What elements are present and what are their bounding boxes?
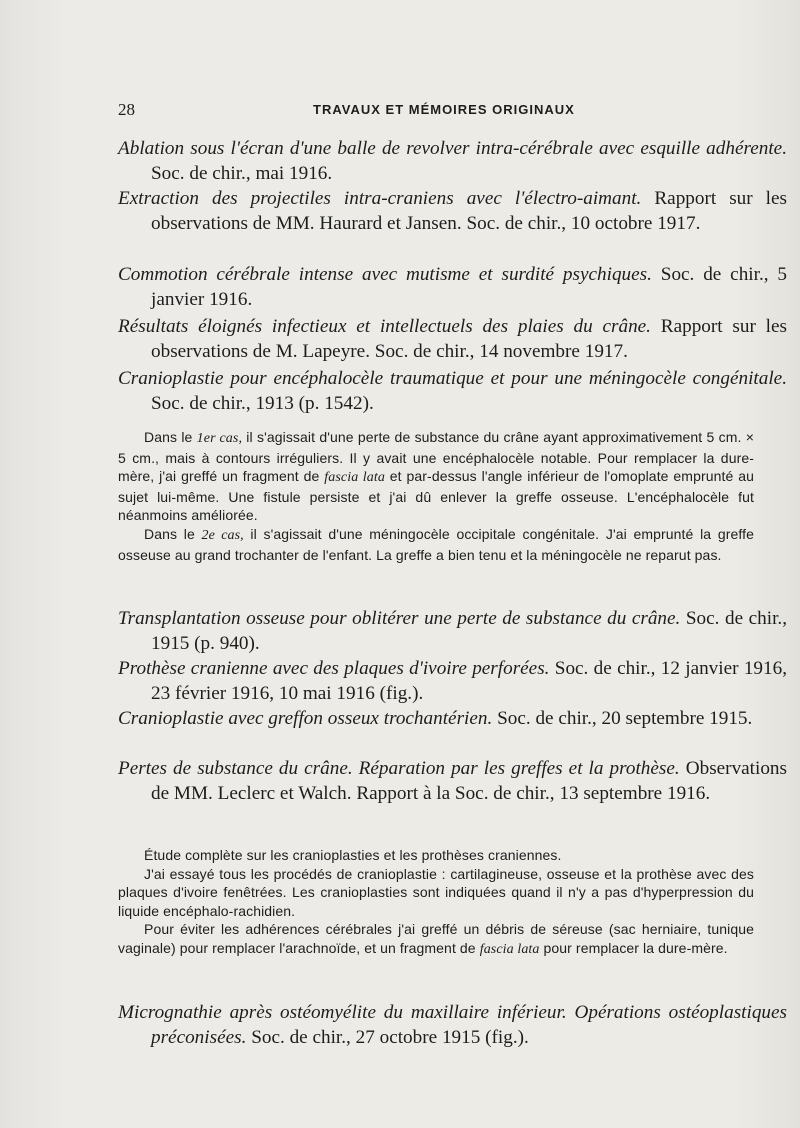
note-text: Dans le (144, 429, 197, 445)
entry-title: Transplantation osseuse pour oblitérer une perte de substance du crâne. (118, 608, 681, 629)
entry-title: Résultats éloignés infectieux et intellectuels des plaies du crâne. (118, 316, 651, 337)
note-term: fascia lata (479, 941, 540, 957)
entry-title: Extraction des projectiles intra-craniens avec l'électro-aimant. (118, 188, 642, 209)
bibliography-entry (118, 262, 787, 312)
note-paragraph: Étude complète sur les cranioplasties et les prothèses craniennes. (144, 847, 562, 863)
entry-reference: Rapport sur les observations de M. Lapeyre. Soc. de chir., 14 novembre 1917. (151, 316, 787, 362)
study-notes (118, 846, 754, 960)
bibliography-entry (118, 366, 787, 416)
note-paragraph (118, 525, 754, 564)
entry-reference: Soc. de chir., 27 octobre 1915 (fig.). (246, 1027, 529, 1048)
note-paragraph (118, 920, 754, 959)
bibliography-entry (118, 1000, 787, 1050)
note-text: il s'agissait d'une perte de substance du crâne ayant approximativement 5 cm. × 5 cm., mais à contours irréguliers. Il y avait une encéphalocèle notable. Pour remplacer la dure-mère, j'ai greffé un fragment de (118, 429, 755, 485)
note-paragraph (118, 428, 754, 525)
entry-reference: Rapport sur les observations de MM. Haurard et Jansen. Soc. de chir., 10 octobre 1917. (151, 188, 787, 234)
entry-title: Ablation sous l'écran d'une balle de revolver intra-cérébrale avec esquille adhérente. (118, 138, 787, 159)
note-text: et par-dessus l'angle inférieur de l'omoplate emprunté au sujet lui-même. Une fistule persiste et j'ai dû enlever la greffe osseuse. L'encéphalocèle fut néanmoins améliorée. (118, 468, 754, 524)
page-header (118, 100, 758, 124)
entry-reference: Soc. de chir., 12 janvier 1916, 23 février 1916, 10 mai 1916 (fig.). (151, 658, 787, 704)
bibliography-entry (118, 606, 787, 656)
entry-reference: Soc. de chir., 20 septembre 1915. (492, 708, 753, 729)
case-notes (118, 428, 754, 564)
note-text: il s'agissait d'une méningocèle occipitale congénitale. J'ai emprunté la greffe osseuse au grand trochanter de l'enfant. La greffe a bien tenu et la méningocèle ne reparut pas. (118, 525, 754, 563)
entry-reference: Soc. de chir., 5 janvier 1916. (151, 264, 787, 310)
entry-title: Commotion cérébrale intense avec mutisme et surdité psychiques. (118, 264, 652, 285)
note-case-label: 1er cas, (196, 431, 243, 446)
bibliography-entry (118, 756, 787, 806)
entry-title: Micrognathie après ostéomyélite du maxillaire inférieur. Opérations ostéoplastiques préconisées. (118, 1002, 787, 1048)
note-case-label: 2e cas, (201, 527, 244, 543)
note-text: Pour éviter les adhérences cérébrales j'ai greffé un débris de séreuse (sac herniaire, tunique vaginale) pour remplacer l'arachnoïde, et un fragment de (118, 921, 754, 956)
entry-reference: Soc. de chir., 1913 (p. 1542). (151, 393, 374, 414)
entry-reference: Soc. de chir., mai 1916. (151, 163, 333, 184)
note-term: fascia lata (324, 470, 385, 486)
note-paragraph: J'ai essayé tous les procédés de cranioplastie : cartilagineuse, osseuse et la prothèse avec des plaques d'ivoire fenêtrées. Les cranioplasties sont indiquées quand il n'y a pas d'hyperpression du liquide encéphalo-rachidien. (118, 865, 754, 919)
page-number: 28 (118, 100, 135, 119)
bibliography-entry (118, 656, 787, 706)
bibliography-entry (118, 706, 787, 731)
bibliography-entry (118, 136, 787, 186)
entry-reference: Observations de MM. Leclerc et Walch. Rapport à la Soc. de chir., 13 septembre 1916. (151, 758, 787, 804)
entry-title: Cranioplastie avec greffon osseux trochantérien. (118, 708, 493, 729)
entry-reference: Soc. de chir., 1915 (p. 940). (151, 608, 787, 654)
bibliography-entry (118, 186, 787, 236)
entry-title: Prothèse cranienne avec des plaques d'ivoire perforées. (118, 658, 550, 679)
bibliography-entry (118, 314, 787, 364)
running-title: TRAVAUX ET MÉMOIRES ORIGINAUX (313, 102, 575, 117)
note-text: Dans le (144, 525, 202, 542)
entry-title: Cranioplastie pour encéphalocèle traumatique et pour une méningocèle congénitale. (118, 368, 787, 389)
entry-title: Pertes de substance du crâne. Réparation par les greffes et la prothèse. (118, 758, 680, 779)
note-text: pour remplacer la dure-mère. (539, 939, 728, 956)
